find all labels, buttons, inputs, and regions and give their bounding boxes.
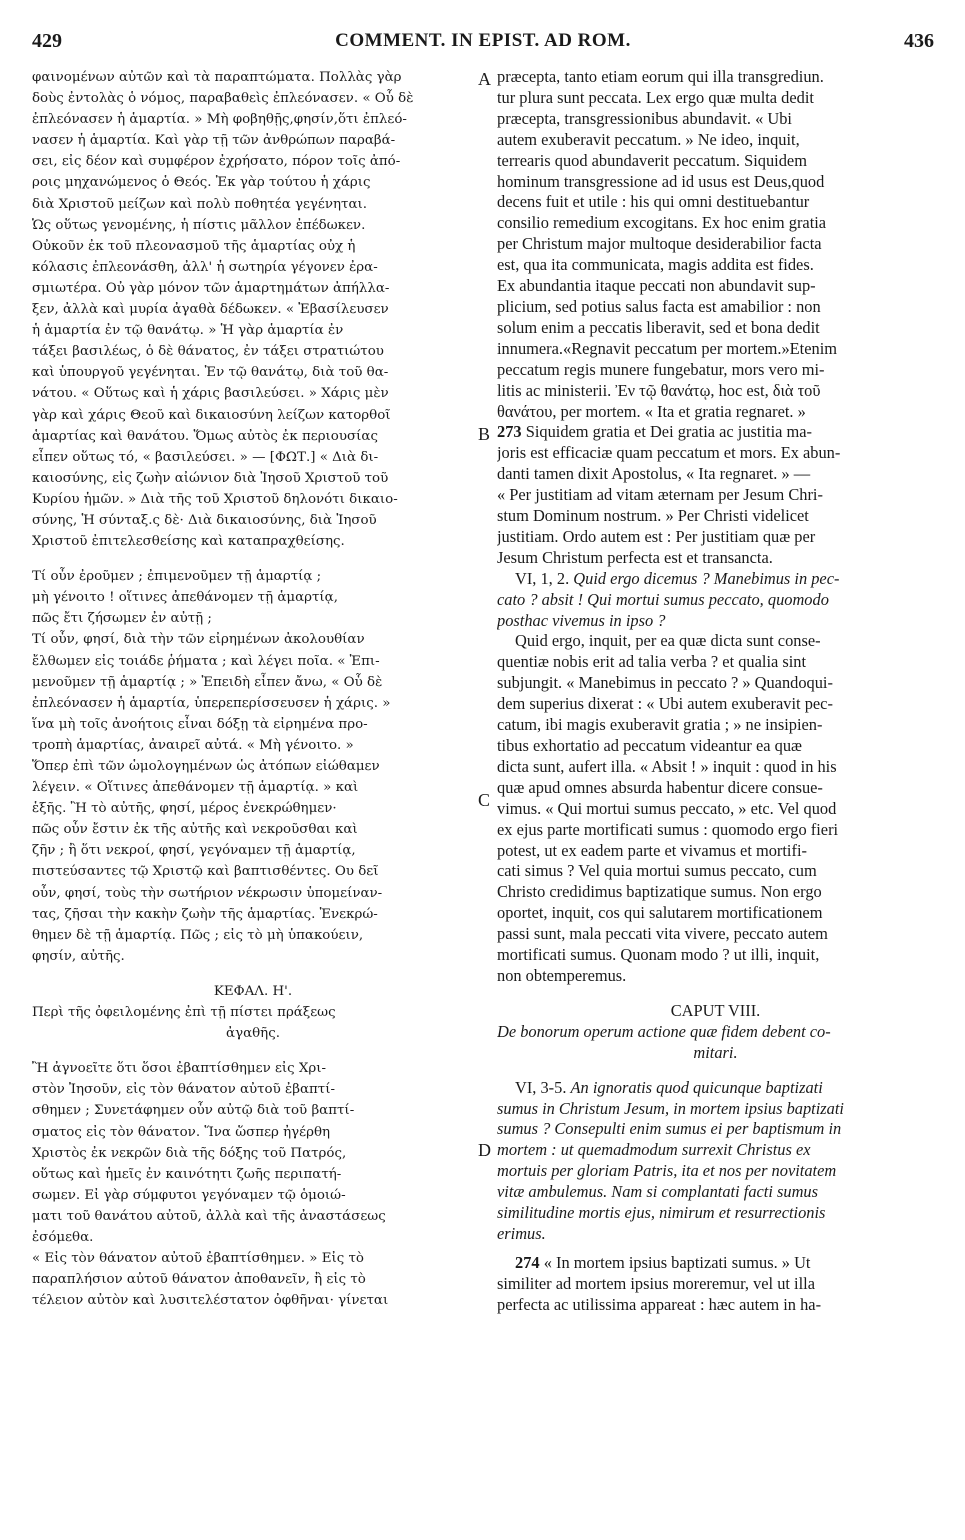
text-line: ἁμαρτίας καὶ θανάτου. Ὅμως αὐτὸς ἐκ περιουσίας xyxy=(32,428,378,444)
text-line: μὴ γένοιτο ! οἵτινες ἀπεθάνομεν τῇ ἁμαρτίᾳ, xyxy=(32,590,338,606)
text-line: danti tamen dixit Apostolus, « Ita regnaret. » — xyxy=(497,464,811,484)
section-number: 273 xyxy=(497,422,522,442)
text-line: εἶπεν οὕτως τό, « βασιλεύσει. » — [ΦΩΤ.] « Διὰ δι- xyxy=(32,449,379,465)
text-line: Quid ergo, inquit, per ea quæ dicta sunt conse- xyxy=(515,631,821,651)
margin-marker-d: D xyxy=(478,1140,491,1160)
line-text: Quid ergo dicemus ? Manebimus in pec- xyxy=(573,568,840,588)
text-line: λέγειν. « Οἵτινες ἀπεθάνομεν τῇ ἁμαρτίᾳ. » καὶ xyxy=(32,780,359,796)
page-number-right: 436 xyxy=(904,30,934,52)
greek-chapter-subtitle: Περὶ τῆς ὀφειλομένης ἐπὶ τῇ πίστει πράξεως xyxy=(32,1005,336,1021)
text-line: ἐπλεόνασεν ἡ ἁμαρτία, ὑπερεπερίσσευσεν ἡ χάρις. » xyxy=(32,695,391,711)
text-line: « Per justitiam ad vitam æternam per Jesum Chri- xyxy=(497,485,823,505)
text-line: perfecta ac utilissima appareat : hæc autem in ha- xyxy=(497,1294,822,1314)
latin-chapter-subtitle: De bonorum operum actione quæ fidem debent co- xyxy=(497,1021,831,1041)
latin-scripture-verse xyxy=(497,569,934,632)
margin-marker-c: C xyxy=(478,790,491,810)
text-line: Τί οὖν ἐροῦμεν ; ἐπιμενοῦμεν τῇ ἁμαρτίᾳ ; xyxy=(32,569,322,585)
text-line: Τί οὖν, φησί, διὰ τὴν τῶν εἰρημένων ἀκολουθίαν xyxy=(32,632,365,648)
text-line: præcepta, transgressionibus abundavit. « Ubi xyxy=(497,108,792,128)
text-line: « Εἰς τὸν θάνατον αὐτοῦ ἐβαπτίσθημεν. » Εἰς τὸ xyxy=(32,1251,364,1267)
text-line: σθημεν ; Συνετάφημεν οὖν αὐτῷ διὰ τοῦ βαπτί- xyxy=(32,1103,355,1119)
text-line: ἡ ἁμαρτία ἐν τῷ θανάτῳ. » Ἡ γὰρ ἁμαρτία ἐν xyxy=(32,323,344,339)
greek-column xyxy=(32,67,474,1311)
text-line: innumera.«Regnavit peccatum per mortem.»Etenim xyxy=(497,338,837,358)
text-line: plicium, sed potius salus facta est amabilior : non xyxy=(497,296,821,316)
text-line: est, qua ita communicata, magis addita est fides. xyxy=(497,255,814,275)
text-line: cati simus ? Vel quia mortui sumus peccato, cum xyxy=(497,861,817,881)
latin-scripture-verse xyxy=(497,1078,934,1245)
text-line: passi sunt, mala peccati vita vivere, peccato autem xyxy=(497,924,828,944)
text-line: subjungit. « Manebimus in peccato ? » Quandoqui- xyxy=(497,673,833,693)
text-line: τροπὴ ἁμαρτίας, ἀναιρεῖ αὐτά. « Μὴ γένοιτο. » xyxy=(32,737,354,753)
spacer xyxy=(497,1245,934,1253)
text-line: hominum transgressione ad id usus est Deus,quod xyxy=(497,171,825,191)
spacer xyxy=(497,1064,934,1078)
text-line: Ἢ ἀγνοεῖτε ὅτι ὅσοι ἐβαπτίσθημεν εἰς Χρι- xyxy=(32,1061,327,1077)
text-line: σει, εἰς δέον καὶ συμφέρον ἐχρήσατο, πόρον τοῖς ἀπό- xyxy=(32,154,401,170)
text-line: σμιωτέρα. Οὐ γὰρ μόνον τῶν ἁμαρτημάτων ἀπήλλα- xyxy=(32,280,390,296)
text-line: ex ejus parte mortificati sumus : quomodo ergo fieri xyxy=(497,819,839,839)
greek-scripture-verse xyxy=(32,1058,474,1248)
greek-paragraph xyxy=(32,1248,474,1311)
text-line: κόλασις ἐπλεονάσθη, ἀλλ' ἡ σωτηρία γέγονεν ἐρα- xyxy=(32,259,378,275)
latin-chapter-title: CAPUT VIII. xyxy=(670,1000,761,1020)
verse-reference: VI, 3-5. xyxy=(515,1077,567,1097)
text-line: οὕτως καὶ ἡμεῖς ἐν καινότητι ζωῆς περιπατή- xyxy=(32,1166,342,1182)
text-line: non obtemperemus. xyxy=(497,965,627,985)
greek-chapter-title: ΚΕΦΑΛ. Η'. xyxy=(213,983,293,999)
text-line: cato ? absit ! Qui mortui sumus peccato, quomodo xyxy=(497,589,829,609)
text-line: φησίν, αὐτῆς. xyxy=(32,948,125,964)
margin-marker-b: B xyxy=(478,424,491,444)
latin-column xyxy=(497,67,934,1316)
text-line: στὸν Ἰησοῦν, εἰς τὸν θάνατον αὐτοῦ ἐβαπτί- xyxy=(32,1082,335,1098)
line-text: An ignoratis quod quicunque baptizati xyxy=(570,1077,823,1097)
text-line: per Christum major multoque desiderabilior facta xyxy=(497,234,822,254)
text-line: ἔλθωμεν εἰς τοιάδε ῥήματα ; καὶ λέγει ποῖα. « Ἐπι- xyxy=(32,653,380,669)
text-line: peccatum regis munere fungebatur, mors vero mi- xyxy=(497,359,825,379)
text-line: litis ac ministerii. Ἐν τῷ θανάτῳ, hoc est, διὰ τοῦ xyxy=(497,380,821,400)
text-line: Jesum Christum perfecta est et transancta. xyxy=(497,547,773,567)
text-line: tibus exhortatio ad peccatum videantur ea quæ xyxy=(497,736,802,755)
margin-marker-a: A xyxy=(478,69,491,89)
text-line: ἑξῆς. Ἢ τὸ αὐτῆς, φησί, μέρος ἐνεκρώθημεν· xyxy=(32,801,337,817)
text-line: dicta sunt, aufert illa. « Absit ! » inquit : quod in his xyxy=(497,756,837,776)
text-line xyxy=(497,1253,934,1274)
text-line: νάτου. « Οὕτως καὶ ἡ χάρις βασιλεύσει. » Χάρις μὲν xyxy=(32,386,389,402)
text-line: joris est efficaciæ quam peccatum et mors. Ex abun- xyxy=(497,443,841,463)
text-line: Ὡς οὕτως γενομένης, ἡ πίστις μᾶλλον ἐπέδωκεν. xyxy=(32,217,366,233)
latin-paragraph xyxy=(497,1253,934,1316)
verse-reference: VI, 1, 2. xyxy=(515,568,570,588)
text-line: σωμεν. Εἰ γὰρ σύμφυτοι γεγόναμεν τῷ ὁμοιώ- xyxy=(32,1187,346,1203)
section-number: 274 xyxy=(515,1252,540,1272)
text-line: Ὅπερ ἐπὶ τῶν ὡμολογημένων ὡς ἀτόπων εἰώθαμεν xyxy=(32,759,380,774)
text-line: Χριστοῦ ἐπιτελεσθείσης καὶ καταπραχθείσης. xyxy=(32,534,345,550)
text-line: ροις μηχανώμενος ὁ Θεός. Ἐκ γὰρ τούτου ἡ χάρις xyxy=(32,175,371,191)
page-number-left: 429 xyxy=(32,30,62,52)
text-line: Χριστὸς ἐκ νεκρῶν διὰ τῆς δόξης τοῦ Πατρός, xyxy=(32,1145,347,1161)
text-line: potest, ut ex eadem parte et vivamus et mortifi- xyxy=(497,840,807,860)
text-line: justitiam. Ordo autem est : Per justitiam quæ per xyxy=(497,526,816,546)
text-line: vimus. « Qui mortui sumus peccato, » etc. Vel quod xyxy=(497,798,837,818)
text-line: πιστεύσαντες τῷ Χριστῷ καὶ βαπτισθέντες. Ου δεῖ xyxy=(32,864,379,880)
text-line: ζῆν ; ἢ ὅτι νεκροί, φησί, γεγόναμεν τῇ ἁμαρτίᾳ, xyxy=(32,843,356,859)
spacer xyxy=(32,967,474,981)
text-line: θανάτου, per mortem. « Ita et gratia regnaret. » xyxy=(497,401,806,421)
text-line xyxy=(497,422,934,443)
text-line: ματι τοῦ θανάτου αὐτοῦ, ἀλλὰ καὶ τῆς ἀναστάσεως xyxy=(32,1208,386,1224)
text-line: μενοῦμεν τῇ ἁμαρτίᾳ ; » Ἐπειδὴ εἶπεν ἄνω, « Οὗ δὲ xyxy=(32,674,383,690)
text-line: mortuis per gloriam Patris, ita et nos per novitatem xyxy=(497,1161,837,1181)
text-line: decens fuit et utile : his qui omni destituebantur xyxy=(497,192,810,212)
text-line: Κυρίου ἡμῶν. » Διὰ τῆς τοῦ Χριστοῦ δηλονότι δικαιο- xyxy=(32,491,398,507)
greek-paragraph xyxy=(32,67,474,552)
text-line: τέλειον αὐτὸν καὶ λυσιτελέστατον ὀφθῆναι· γίνεται xyxy=(32,1293,389,1309)
line-text: « In mortem ipsius baptizati sumus. » Ut xyxy=(543,1252,811,1272)
text-line: Οὐκοῦν ἐκ τοῦ πλεονασμοῦ τῆς ἁμαρτίας οὐχ ἡ xyxy=(32,238,356,254)
text-line: mortificati sumus. Quonam modo ? ut illi, inquit, xyxy=(497,945,820,965)
text-line: vitæ ambulemus. Nam si complantati facti sumus xyxy=(497,1182,818,1202)
text-line: ἐσόμεθα. xyxy=(32,1229,94,1245)
text-line: φαινομένων αὐτῶν καὶ τὰ παραπτώματα. Πολλὰς γὰρ xyxy=(32,70,402,85)
greek-scripture-verse xyxy=(32,566,474,629)
text-line: καὶ ὑπουργοῦ γεγένηται. Ἐν τῷ θανάτῳ, διὰ τοῦ θα- xyxy=(32,365,389,381)
text-line: sumus ? Consepulti enim sumus ei per baptismum in xyxy=(497,1119,842,1139)
latin-chapter-subtitle: mitari. xyxy=(693,1042,738,1062)
text-line: Ex abundantia itaque peccati non abundavit sup- xyxy=(497,276,816,296)
latin-paragraph xyxy=(497,422,934,568)
text-line: solum enim a peccatis liberavit, sed et bona dedit xyxy=(497,317,820,337)
text-line: terrearis quod abundaverit peccatum. Siquidem xyxy=(497,150,807,170)
text-line xyxy=(497,569,934,590)
spacer xyxy=(32,552,474,566)
running-head: COMMENT. IN EPIST. AD ROM. xyxy=(335,30,631,51)
latin-paragraph xyxy=(497,631,934,986)
text-line: tur plura sunt peccata. Lex ergo quæ multa dedit xyxy=(497,87,814,107)
text-line: ξεν, ἀλλὰ καὶ μυρία ἀγαθὰ δέδωκεν. « Ἐβασίλευσεν xyxy=(32,302,389,318)
greek-chapter-subtitle: ἀγαθῆς. xyxy=(226,1026,280,1042)
page-header xyxy=(32,30,934,64)
text-line: posthac vivemus in ipso ? xyxy=(497,610,666,630)
text-line: θημεν δὲ τῇ ἁμαρτίᾳ. Πῶς ; εἰς τὸ μὴ ὑπακούειν, xyxy=(32,927,364,943)
text-line: quæ apud omnes absurda habentur dicere consue- xyxy=(497,777,823,797)
text-line: erimus. xyxy=(497,1223,546,1243)
text-line: similitudine mortis ejus, nimirum et resurrectionis xyxy=(497,1203,826,1223)
text-line: quentiæ nobis erit ad talia verba ? et qualia sint xyxy=(497,652,807,672)
text-line: similiter ad mortem ipsius moreremur, vel ut illa xyxy=(497,1273,815,1293)
text-line: σύνης, Ἡ σύνταξ.ς δὲ· Διὰ δικαιοσύνης, διὰ Ἰησοῦ xyxy=(32,512,377,528)
text-line: γὰρ καὶ χάρις Θεοῦ καὶ δικαιοσύνη λείζων κατορθοῖ xyxy=(32,407,391,423)
text-line: διὰ Χριστοῦ μείζων καὶ πολὺ ποθητέα γεγένηται. xyxy=(32,196,367,212)
text-line: dem superius dixerat : « Ubi autem exuberavit pec- xyxy=(497,694,833,714)
text-line: παραπλήσιον αὐτοῦ θάνατον ἀποθανεῖν, ἢ εἰς τὸ xyxy=(32,1272,366,1288)
text-line: ἐπλεόνασεν ἡ ἁμαρτία. » Μὴ φοβηθῇς,φησίν,ὅτι ἐπλεό- xyxy=(32,112,407,128)
text-line: oportet, inquit, cos qui salutarem mortificationem xyxy=(497,903,823,923)
text-line xyxy=(497,1078,934,1099)
greek-paragraph xyxy=(32,629,474,967)
text-line: mortem : ut quemadmodum surrexit Christus ex xyxy=(497,1140,811,1160)
text-line: ἵνα μὴ τοῖς ἀνοήτοις εἶναι δόξῃ τὰ εἰρημένα προ- xyxy=(32,716,368,732)
text-line: sumus in Christum Jesum, in mortem ipsius baptizati xyxy=(497,1098,844,1118)
spacer xyxy=(32,1044,474,1058)
line-text: Siquidem gratia et Dei gratia ac justitia ma- xyxy=(525,422,812,442)
text-line: δοὺς ἐντολὰς ὁ νόμος, παραβαθεὶς ἐπλεόνασεν. « Οὗ δὲ xyxy=(32,91,414,107)
text-line: οὖν, φησί, τοὺς τὴν σωτήριον νέκρωσιν ὑπομείναν- xyxy=(32,885,383,901)
text-line: πῶς οὖν ἔστιν ἐκ τῆς αὐτῆς καὶ νεκροῦσθαι καὶ xyxy=(32,822,358,838)
text-line: καιοσύνης, εἰς ζωὴν αἰώνιον διὰ Ἰησοῦ Χριστοῦ τοῦ xyxy=(32,470,389,486)
text-line: τας, ζῆσαι τὴν κακὴν ζωὴν τῆς ἁμαρτίας. Ἐνεκρώ- xyxy=(32,906,378,922)
text-line: νασεν ἡ ἁμαρτία. Καὶ γὰρ τῇ τῶν ἀνθρώπων παραβά- xyxy=(32,133,396,149)
latin-paragraph xyxy=(497,67,934,422)
text-line: stum Dominum nostrum. » Per Christi videlicet xyxy=(497,506,809,526)
text-line: τάξει βασιλέως, ὁ δὲ θάνατος, ἐν τάξει στρατιώτου xyxy=(32,344,384,360)
text-line: consilio remedium excogitans. Ex hoc enim gratia xyxy=(497,213,827,233)
text-line: catum, ibi magis exuberavit gratia ; » ne insipien- xyxy=(497,715,823,735)
text-line: πῶς ἔτι ζήσωμεν ἐν αὐτῇ ; xyxy=(32,611,212,627)
text-line: autem exuberavit peccatum. » Ne ideo, inquit, xyxy=(497,129,800,149)
spacer xyxy=(497,987,934,1001)
text-line: præcepta, tanto etiam eorum qui illa transgrediun. xyxy=(497,67,824,86)
text-line: Christo credidimus baptizatique sumus. Non ergo xyxy=(497,882,822,902)
text-line: σματος εἰς τὸν θάνατον. Ἵνα ὥσπερ ἠγέρθη xyxy=(32,1124,331,1140)
